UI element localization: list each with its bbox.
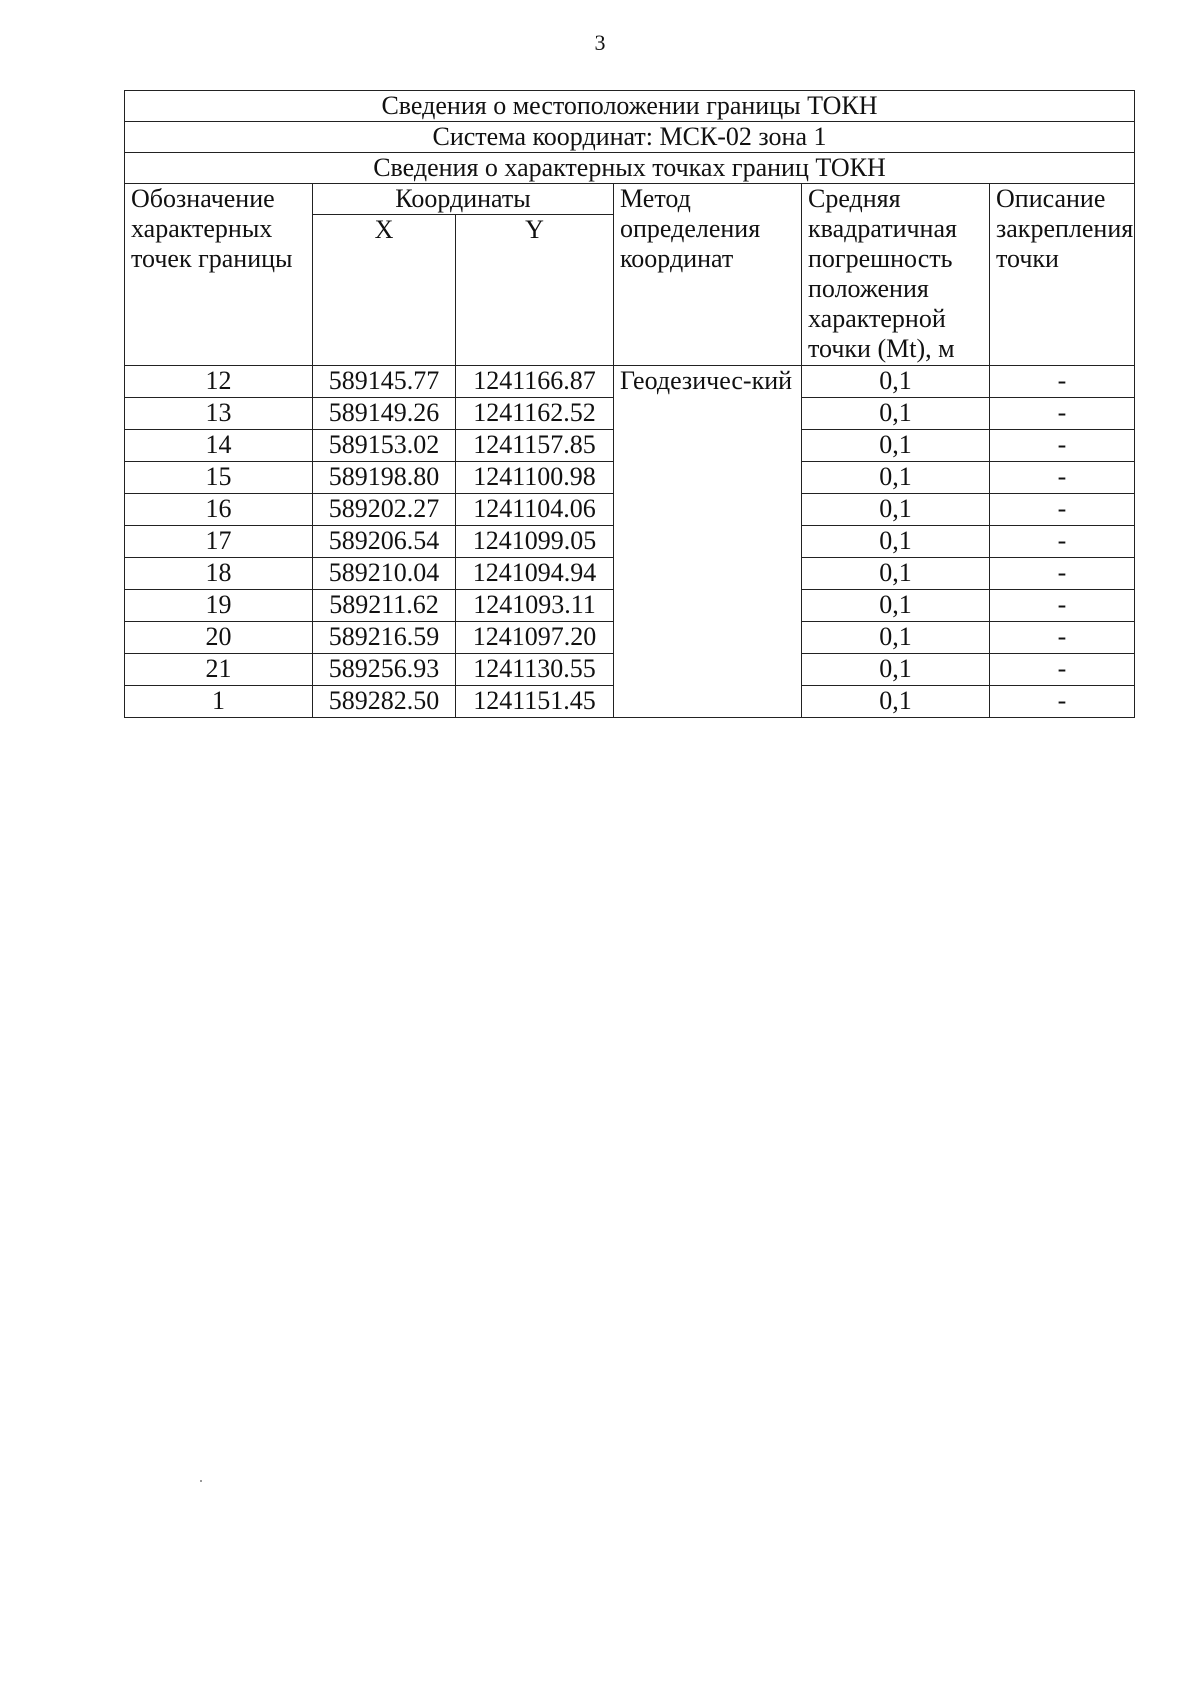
table-title: Сведения о местоположении границы ТОКН xyxy=(125,91,1135,122)
x-coordinate-cell: 589216.59 xyxy=(313,622,456,654)
error-cell: 0,1 xyxy=(802,526,990,558)
point-id-cell: 12 xyxy=(125,366,313,398)
point-id-cell: 16 xyxy=(125,494,313,526)
x-coordinate-cell: 589145.77 xyxy=(313,366,456,398)
description-cell: - xyxy=(990,558,1135,590)
error-cell: 0,1 xyxy=(802,366,990,398)
y-coordinate-cell: 1241130.55 xyxy=(456,654,614,686)
points-caption: Сведения о характерных точках границ ТОКН xyxy=(125,153,1135,184)
coordinate-system-row xyxy=(125,122,1135,153)
header-point: Обозначение характерных точек границы xyxy=(125,184,313,366)
header-description: Описание закрепления точки xyxy=(990,184,1135,366)
header-method: Метод определения координат xyxy=(614,184,802,366)
x-coordinate-cell: 589198.80 xyxy=(313,462,456,494)
header-error: Средняя квадратичная погрешность положения характерной точки (Mt), м xyxy=(802,184,990,366)
table-row xyxy=(125,366,1135,398)
error-cell: 0,1 xyxy=(802,430,990,462)
header-y: Y xyxy=(456,215,614,366)
error-cell: 0,1 xyxy=(802,462,990,494)
point-id-cell: 19 xyxy=(125,590,313,622)
point-id-cell: 15 xyxy=(125,462,313,494)
description-cell: - xyxy=(990,398,1135,430)
y-coordinate-cell: 1241151.45 xyxy=(456,686,614,718)
point-id-cell: 13 xyxy=(125,398,313,430)
scan-speck xyxy=(200,1480,202,1482)
y-coordinate-cell: 1241099.05 xyxy=(456,526,614,558)
error-cell: 0,1 xyxy=(802,398,990,430)
x-coordinate-cell: 589256.93 xyxy=(313,654,456,686)
description-cell: - xyxy=(990,366,1135,398)
error-cell: 0,1 xyxy=(802,622,990,654)
error-cell: 0,1 xyxy=(802,558,990,590)
x-coordinate-cell: 589211.62 xyxy=(313,590,456,622)
x-coordinate-cell: 589202.27 xyxy=(313,494,456,526)
x-coordinate-cell: 589153.02 xyxy=(313,430,456,462)
y-coordinate-cell: 1241104.06 xyxy=(456,494,614,526)
method-cell: Геодезичес-кий xyxy=(614,366,802,718)
description-cell: - xyxy=(990,590,1135,622)
description-cell: - xyxy=(990,654,1135,686)
header-coordinates: Координаты xyxy=(313,184,614,215)
coordinate-system: Система координат: МСК-02 зона 1 xyxy=(125,122,1135,153)
description-cell: - xyxy=(990,686,1135,718)
x-coordinate-cell: 589149.26 xyxy=(313,398,456,430)
description-cell: - xyxy=(990,494,1135,526)
error-cell: 0,1 xyxy=(802,494,990,526)
error-cell: 0,1 xyxy=(802,654,990,686)
point-id-cell: 21 xyxy=(125,654,313,686)
point-id-cell: 14 xyxy=(125,430,313,462)
x-coordinate-cell: 589282.50 xyxy=(313,686,456,718)
point-id-cell: 1 xyxy=(125,686,313,718)
y-coordinate-cell: 1241162.52 xyxy=(456,398,614,430)
y-coordinate-cell: 1241157.85 xyxy=(456,430,614,462)
points-caption-row xyxy=(125,153,1135,184)
y-coordinate-cell: 1241100.98 xyxy=(456,462,614,494)
y-coordinate-cell: 1241094.94 xyxy=(456,558,614,590)
page-number: 3 xyxy=(594,30,606,55)
description-cell: - xyxy=(990,430,1135,462)
y-coordinate-cell: 1241166.87 xyxy=(456,366,614,398)
error-cell: 0,1 xyxy=(802,686,990,718)
description-cell: - xyxy=(990,462,1135,494)
y-coordinate-cell: 1241097.20 xyxy=(456,622,614,654)
boundary-points-table xyxy=(124,90,1135,718)
table-title-row xyxy=(125,91,1135,122)
description-cell: - xyxy=(990,622,1135,654)
point-id-cell: 18 xyxy=(125,558,313,590)
y-coordinate-cell: 1241093.11 xyxy=(456,590,614,622)
description-cell: - xyxy=(990,526,1135,558)
x-coordinate-cell: 589206.54 xyxy=(313,526,456,558)
point-id-cell: 20 xyxy=(125,622,313,654)
error-cell: 0,1 xyxy=(802,590,990,622)
header-row xyxy=(125,184,1135,215)
header-x: X xyxy=(313,215,456,366)
point-id-cell: 17 xyxy=(125,526,313,558)
x-coordinate-cell: 589210.04 xyxy=(313,558,456,590)
